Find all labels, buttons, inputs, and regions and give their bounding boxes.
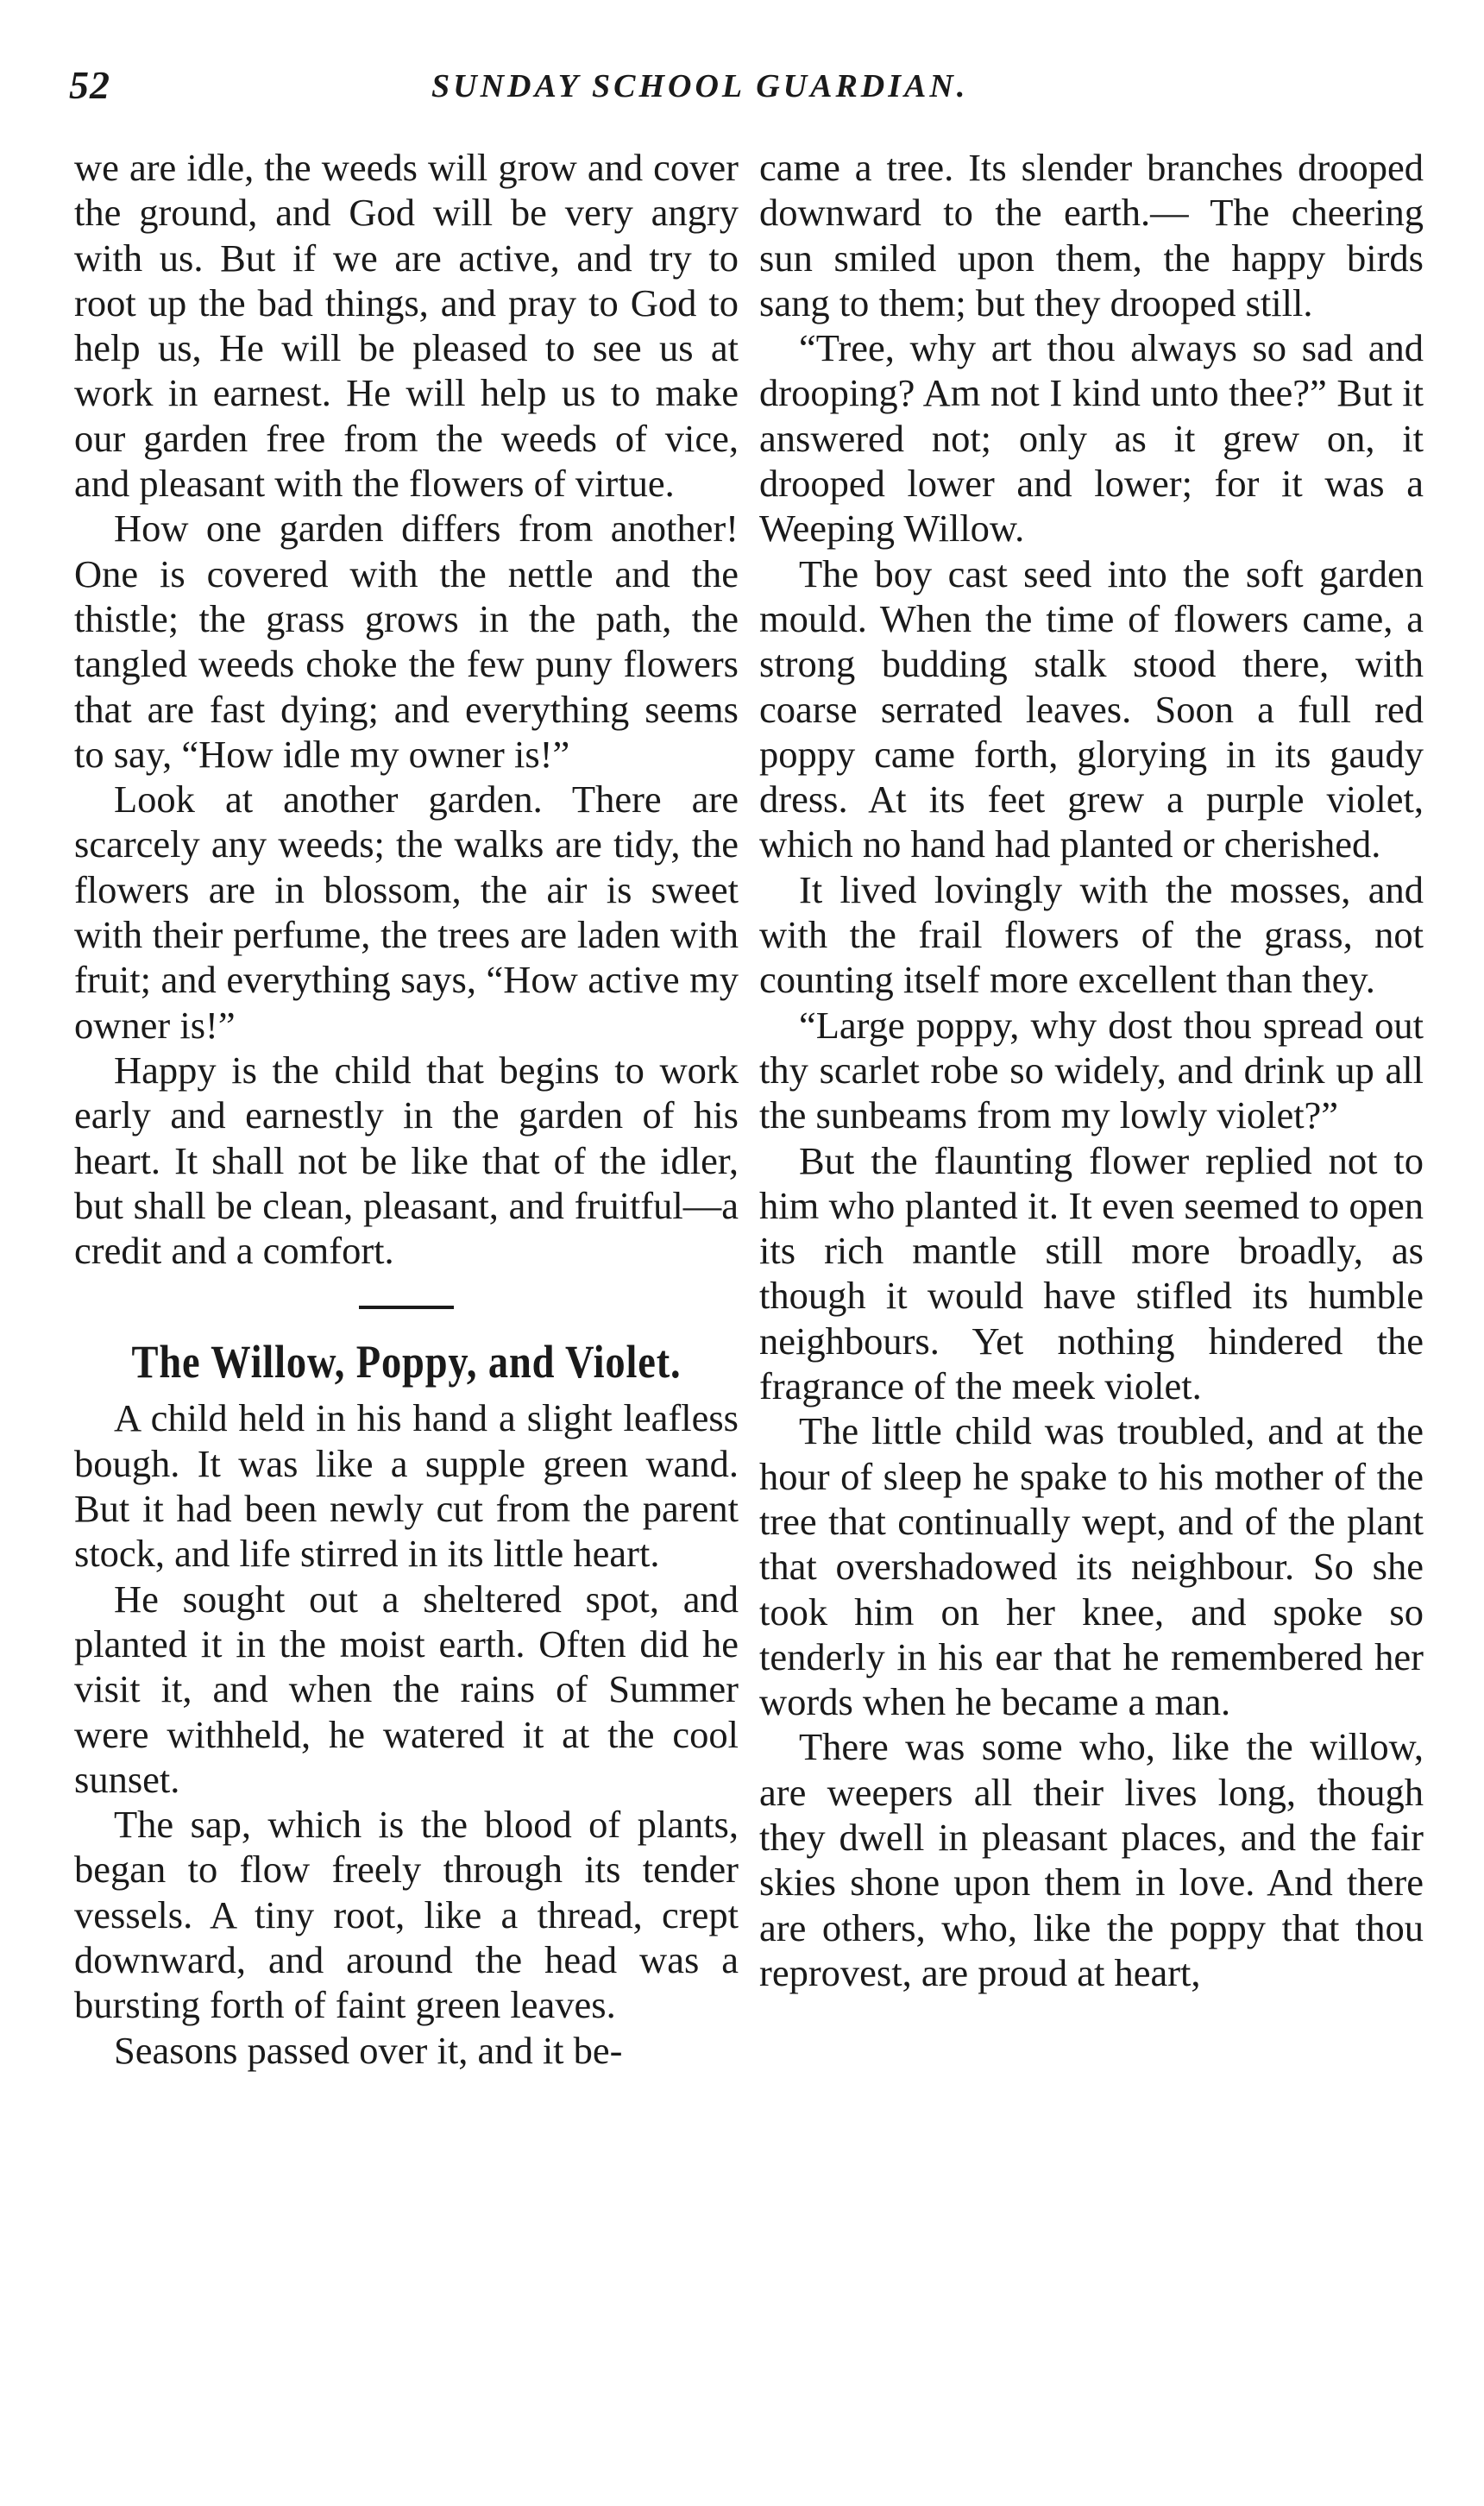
page-number: 52 (69, 63, 110, 107)
paragraph: came a tree. Its slender branches drooped downward to the earth.— The cheering sun smiled upon them, the happy birds sang to them; but they drooped still. (759, 146, 1424, 324)
left-column (74, 145, 739, 2073)
paragraph: “Tree, why art thou always so sad and drooping? Am not I kind unto thee?” But it answered not; only as it grew on, it drooped lower and lower; for it was a Weeping Willow. (759, 326, 1424, 551)
paragraph: But the flaunting flower replied not to him who planted it. It even seemed to open its rich mantle still more broadly, as though it would have stifled its humble neighbours. Yet nothing hindered the fragrance of the meek violet. (759, 1138, 1424, 1408)
paragraph: A child held in his hand a slight leafless bough. It was like a supple green wand. But it had been newly cut from the parent stock, and life stirred in its little heart. (74, 1396, 739, 1576)
paragraph: Seasons passed over it, and it be- (114, 2028, 623, 2072)
running-title: SUNDAY SCHOOL GUARDIAN. (431, 68, 969, 104)
paragraph: “Large poppy, why dost thou spread out thy scarlet robe so widely, and drink up all the sunbeams from my lowly violet?” (759, 1003, 1424, 1137)
paragraph: Look at another garden. There are scarcely any weeds; the walks are tidy, the flowers are in blossom, the air is sweet with their perfume, the trees are laden with fruit; and everything says, “How active my owner is!” (74, 778, 739, 1047)
paragraph: He sought out a sheltered spot, and planted it in the moist earth. Often did he visit it, and when the rains of Summer were withheld, he watered it at the cool sunset. (74, 1577, 739, 1801)
running-head (69, 62, 1415, 123)
article-title: The Willow, Poppy, and Violet. (131, 1336, 682, 1388)
paragraph: It lived lovingly with the mosses, and with the frail flowers of the grass, not counting itself more excellent than they. (759, 867, 1424, 1002)
paragraph: we are idle, the weeds will grow and cover the ground, and God will be very angry with us. But if we are active, and try to root up the bad things, and pray to God to help us, He will be pleased to see us at work in earnest. He will help us to make our garden free from the weeds of vice, and pleasant with the flowers of virtue. (74, 146, 739, 506)
paragraph: How one garden differs from another! One is covered with the nettle and the thistle; the grass grows in the path, the tangled weeds choke the few puny flowers that are fast dying; and everything seems to say, “How idle my owner is!” (74, 507, 739, 776)
paragraph: The boy cast seed into the soft garden mould. When the time of flowers came, a strong budding stalk stood there, with coarse serrated leaves. Soon a full red poppy came forth, glorying in its gaudy dress. At its feet grew a purple violet, which no hand had planted or cherished. (759, 551, 1424, 866)
right-column (759, 145, 1424, 1995)
paragraph: The little child was troubled, and at the hour of sleep he spake to his mother of the tree that continually wept, and of the plant that overshadowed its neighbour. So she took him on her knee, and spoke so tenderly in his ear that he remembered her words when he became a man. (759, 1409, 1424, 1724)
section-divider (359, 1306, 454, 1309)
paragraph: Happy is the child that begins to work early and earnestly in the garden of his heart. It shall not be like that of the idler, but shall be clean, pleasant, and fruitful—a credit and a comfort. (74, 1048, 739, 1273)
paragraph: The sap, which is the blood of plants, began to flow freely through its tender vessels. A tiny root, like a thread, crept downward, and around the head was a bursting forth of faint green leaves. (74, 1803, 739, 2027)
paragraph: There was some who, like the willow, are weepers all their lives long, though they dwell in pleasant places, and the fair skies shone upon them in love. And there are others, who, like the poppy that thou reprovest, are proud at heart, (759, 1725, 1424, 1994)
